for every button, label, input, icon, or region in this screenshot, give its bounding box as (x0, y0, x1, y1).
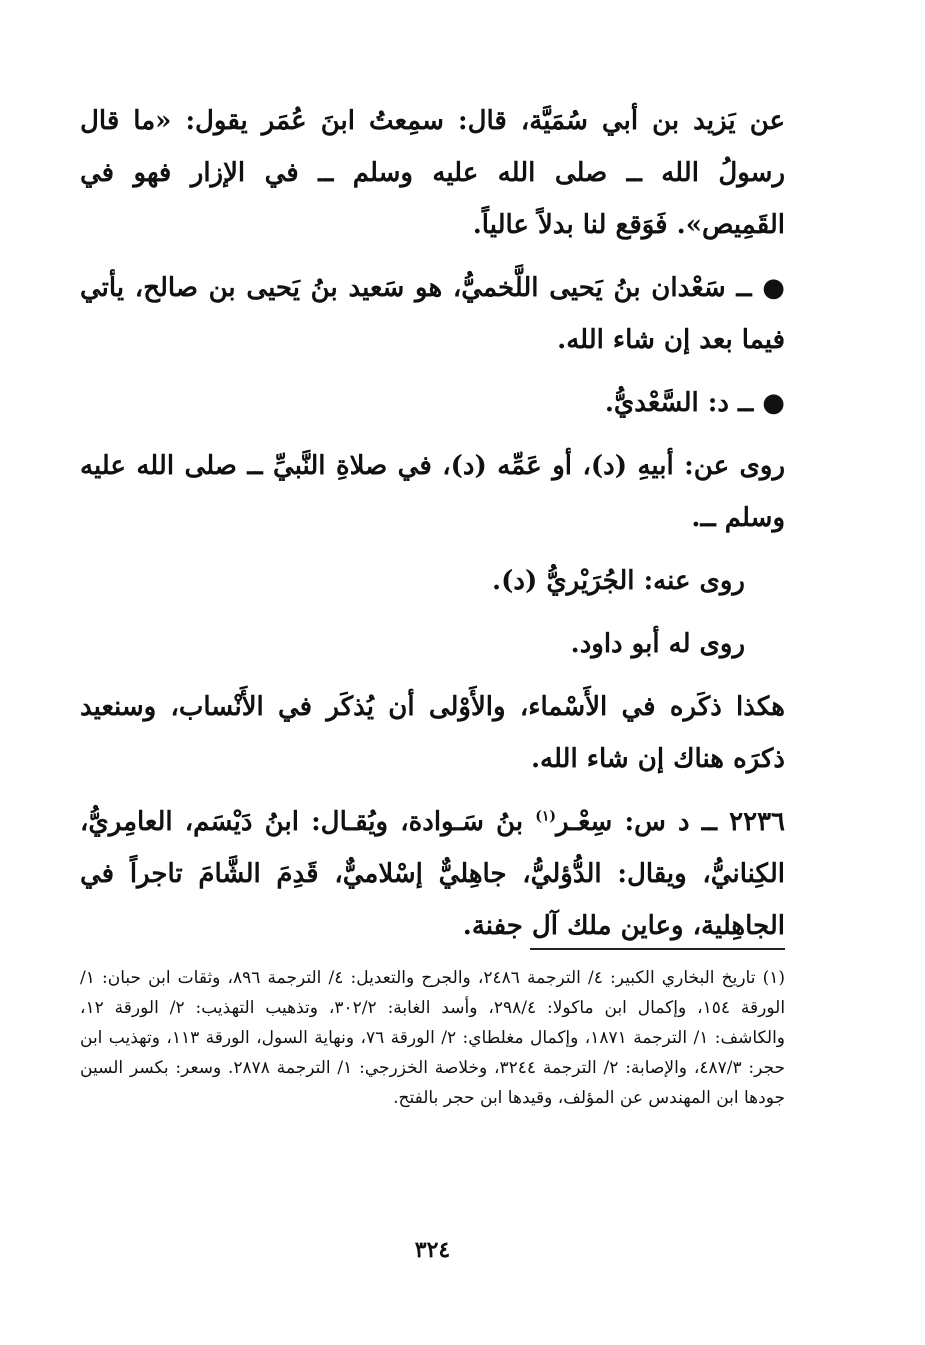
footnote-text: تاريخ البخاري الكبير: ٤/ الترجمة ٢٤٨٦، والجرح والتعديل: ٤/ الترجمة ٨٩٦، وثقات ابن حبان: ١/ الورقة ١٥٤، وإكمال ابن ماكولا: ٢٩٨/٤، وأسد الغابة: ٣٠٢/٢، وتذهيب التهذيب: ٢/ الورقة ١٢، والكاشف: ١/ الترجمة ١٨٧١، وإكمال مغلطاي: ٢/ الورقة ٧٦، ونهاية السول، الورقة ١١٣، وتهذيب ابن حجر: ٤٨٧/٣، والإصابة: ٢/ الترجمة ٣٢٤٤، وخلاصة الخزرجي: ١/ الترجمة ٢٨٧٨. وسعر: بكسر السين جودها ابن المهندس عن المؤلف، وقيدها ابن حجر بالفتح. (80, 968, 786, 1108)
main-text (80, 95, 785, 952)
paragraph-saadi-heading: ● ــ د: السَّعْديُّ. (604, 388, 785, 418)
footnote-marker: (١) (762, 968, 786, 988)
footnote-1 (80, 963, 785, 1113)
paragraph-hadith: عن يَزيد بن أبي سُمَيَّة، قال: سمِعتُ ابنَ عُمَر يقول: «ما قال رسولُ الله ــ صلى الله عليه وسلم ــ في الإزار فهو في القَمِيص». فَوَقع لنا بدلاً عالياً. (80, 106, 785, 240)
document-page (80, 95, 785, 1305)
footnote-reference: (١) (535, 808, 557, 825)
paragraph-note: هكذا ذكَره في الأَسْماء، والأَوْلى أن يُذكَر في الأَنْساب، وسنعيد ذكرَه هناك إن شاء الله. (80, 692, 785, 774)
footnote-separator (530, 948, 785, 950)
paragraph-narrated-by: روى عنه: الجُرَيْريُّ (د). (492, 566, 745, 596)
footnotes (80, 963, 785, 1113)
entry-body: بنُ سَـوادة، ويُقـال: ابنُ دَيْسَم، العامِريُّ، الكِنانيُّ، ويقال: الدُّؤليُّ، جاهِليٌّ إسْلاميٌّ، قَدِمَ الشَّامَ تاجراً في الجاهِلية، وعاين ملك آل جفنة. (80, 807, 785, 941)
entry-2236 (80, 796, 785, 952)
entry-number-heading: ٢٢٣٦ ــ د س: سِعْـر (556, 807, 785, 837)
paragraph-saadan: ● ــ سَعْدان بنُ يَحيى اللَّخميُّ، هو سَعيد بنُ يَحيى بن صالح، يأتي فيما بعد إن شاء الله. (80, 273, 785, 355)
paragraph-abu-dawud: روى له أبو داود. (570, 629, 745, 659)
paragraph-narrated-from: روى عن: أبيهِ (د)، أو عَمِّه (د)، في صلاةِ النَّبيِّ ــ صلى الله عليه وسلم ــ. (80, 451, 785, 533)
page-number: ٣٢٤ (414, 1237, 451, 1263)
